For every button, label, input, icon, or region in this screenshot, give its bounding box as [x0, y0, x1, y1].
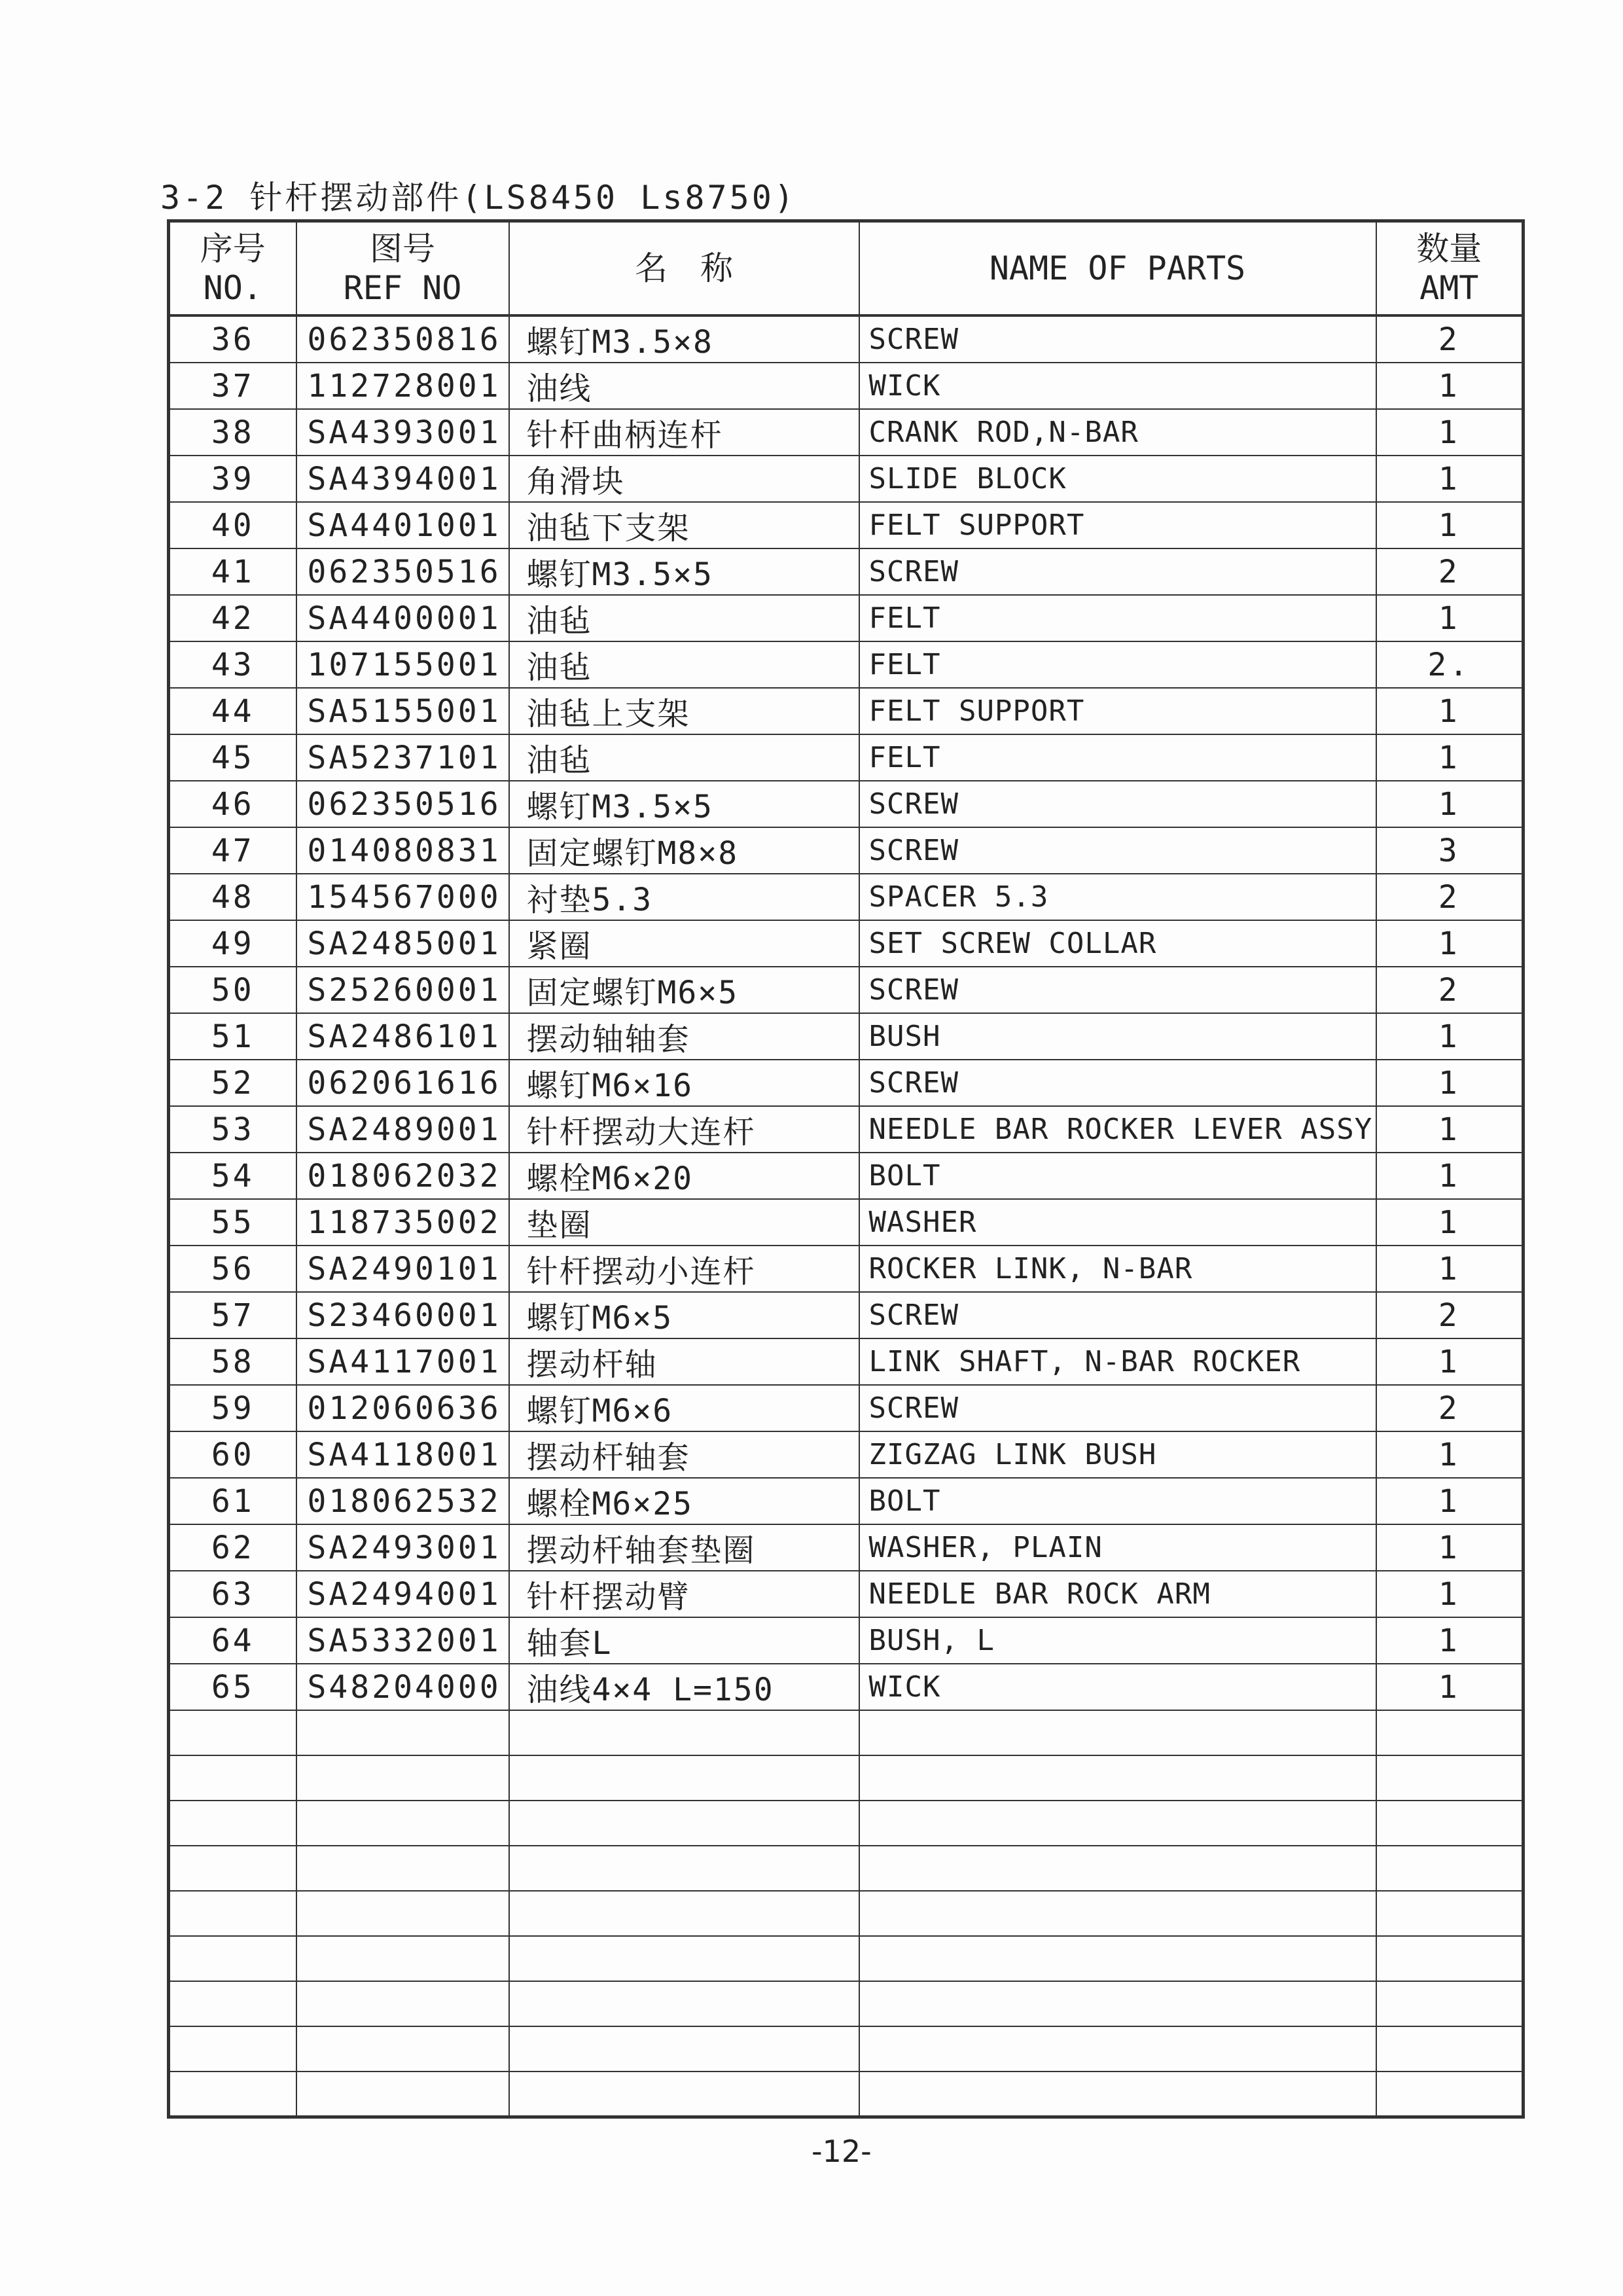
- empty-table-row: [169, 1981, 1524, 2026]
- cell-name-cn: 针杆摆动小连杆: [509, 1246, 859, 1292]
- cell-amt: 1: [1376, 456, 1524, 502]
- cell-amt: 2: [1376, 1385, 1524, 1431]
- table-row: [169, 1571, 1524, 1617]
- table-row: [169, 874, 1524, 920]
- cell-name-cn: 螺栓M6×20: [509, 1153, 859, 1199]
- empty-cell: [859, 1981, 1376, 2026]
- cell-ref-no: 014080831: [296, 827, 509, 874]
- cell-amt: 1: [1376, 409, 1524, 456]
- cell-amt: 1: [1376, 781, 1524, 827]
- header-ref-cn: 图号: [370, 230, 435, 268]
- header-amt-en: AMT: [1419, 269, 1479, 307]
- cell-ref-no: S23460001: [296, 1292, 509, 1338]
- cell-name-cn: 摆动杆轴套: [509, 1431, 859, 1478]
- cell-amt: 1: [1376, 1571, 1524, 1617]
- cell-name-cn: 油毡: [509, 641, 859, 688]
- empty-cell: [296, 1710, 509, 1755]
- cell-amt: 2: [1376, 315, 1524, 363]
- empty-cell: [509, 1801, 859, 1846]
- cell-amt: 1: [1376, 1524, 1524, 1571]
- empty-cell: [859, 2026, 1376, 2072]
- cell-name-en: WICK: [859, 1664, 1376, 1710]
- cell-ref-no: S48204000: [296, 1664, 509, 1710]
- cell-amt: 1: [1376, 595, 1524, 641]
- empty-cell: [1376, 2072, 1524, 2117]
- cell-name-en: SPACER 5.3: [859, 874, 1376, 920]
- cell-name-cn: 垫圈: [509, 1199, 859, 1246]
- empty-cell: [169, 1755, 296, 1801]
- cell-amt: 1: [1376, 1338, 1524, 1385]
- table-row: [169, 1060, 1524, 1106]
- table-row: [169, 920, 1524, 967]
- cell-name-cn: 轴套L: [509, 1617, 859, 1664]
- cell-name-en: NEEDLE BAR ROCK ARM: [859, 1571, 1376, 1617]
- cell-name-cn: 螺钉M3.5×8: [509, 315, 859, 363]
- cell-amt: 2: [1376, 874, 1524, 920]
- cell-name-cn: 油毡下支架: [509, 502, 859, 548]
- cell-no: 57: [169, 1292, 296, 1338]
- cell-ref-no: 154567000: [296, 874, 509, 920]
- cell-no: 62: [169, 1524, 296, 1571]
- cell-amt: 1: [1376, 1664, 1524, 1710]
- table-row: [169, 1524, 1524, 1571]
- empty-table-row: [169, 1936, 1524, 1981]
- table-row: [169, 827, 1524, 874]
- table-row: [169, 688, 1524, 734]
- cell-name-en: SCREW: [859, 315, 1376, 363]
- cell-amt: 1: [1376, 688, 1524, 734]
- cell-name-cn: 螺钉M6×6: [509, 1385, 859, 1431]
- cell-amt: 1: [1376, 502, 1524, 548]
- table-row: [169, 1246, 1524, 1292]
- cell-ref-no: 062350816: [296, 315, 509, 363]
- empty-table-row: [169, 1710, 1524, 1755]
- cell-amt: 1: [1376, 1431, 1524, 1478]
- cell-ref-no: 018062532: [296, 1478, 509, 1524]
- cell-name-cn: 螺钉M6×5: [509, 1292, 859, 1338]
- cell-name-cn: 螺钉M3.5×5: [509, 781, 859, 827]
- cell-name-cn: 摆动轴轴套: [509, 1013, 859, 1060]
- empty-cell: [509, 2072, 859, 2117]
- cell-name-en: SCREW: [859, 1385, 1376, 1431]
- header-name-en: NAME OF PARTS: [859, 221, 1376, 316]
- table-row: [169, 1478, 1524, 1524]
- cell-name-cn: 油线4×4 L=150: [509, 1664, 859, 1710]
- cell-amt: 1: [1376, 1246, 1524, 1292]
- table-row: [169, 1106, 1524, 1153]
- table-row: [169, 781, 1524, 827]
- cell-name-en: WASHER: [859, 1199, 1376, 1246]
- cell-ref-no: 112728001: [296, 363, 509, 409]
- cell-ref-no: SA5155001: [296, 688, 509, 734]
- cell-name-en: CRANK ROD,N-BAR: [859, 409, 1376, 456]
- cell-ref-no: SA5332001: [296, 1617, 509, 1664]
- empty-cell: [1376, 1981, 1524, 2026]
- empty-table-row: [169, 1755, 1524, 1801]
- empty-cell: [859, 1891, 1376, 1936]
- table-row: [169, 641, 1524, 688]
- cell-name-cn: 摆动杆轴套垫圈: [509, 1524, 859, 1571]
- empty-cell: [169, 1846, 296, 1891]
- cell-ref-no: 107155001: [296, 641, 509, 688]
- cell-ref-no: SA2494001: [296, 1571, 509, 1617]
- cell-ref-no: SA2490101: [296, 1246, 509, 1292]
- cell-name-en: SCREW: [859, 548, 1376, 595]
- header-no-cn: 序号: [200, 230, 266, 268]
- table-row: [169, 595, 1524, 641]
- cell-no: 43: [169, 641, 296, 688]
- cell-name-cn: 固定螺钉M8×8: [509, 827, 859, 874]
- cell-amt: 1: [1376, 363, 1524, 409]
- cell-name-en: SLIDE BLOCK: [859, 456, 1376, 502]
- empty-cell: [296, 1846, 509, 1891]
- empty-cell: [296, 1981, 509, 2026]
- cell-ref-no: SA2486101: [296, 1013, 509, 1060]
- empty-cell: [859, 2072, 1376, 2117]
- cell-amt: 1: [1376, 734, 1524, 781]
- cell-ref-no: 062061616: [296, 1060, 509, 1106]
- table-row: [169, 1292, 1524, 1338]
- empty-cell: [169, 2072, 296, 2117]
- empty-table-row: [169, 1891, 1524, 1936]
- empty-cell: [859, 1755, 1376, 1801]
- cell-ref-no: SA4401001: [296, 502, 509, 548]
- cell-amt: 1: [1376, 1106, 1524, 1153]
- cell-amt: 2.: [1376, 641, 1524, 688]
- empty-cell: [1376, 1891, 1524, 1936]
- cell-no: 54: [169, 1153, 296, 1199]
- cell-no: 59: [169, 1385, 296, 1431]
- empty-cell: [296, 1936, 509, 1981]
- cell-ref-no: SA5237101: [296, 734, 509, 781]
- empty-cell: [296, 1891, 509, 1936]
- table-row: [169, 548, 1524, 595]
- empty-cell: [296, 1801, 509, 1846]
- cell-name-cn: 固定螺钉M6×5: [509, 967, 859, 1013]
- cell-name-en: BOLT: [859, 1153, 1376, 1199]
- cell-name-cn: 针杆摆动大连杆: [509, 1106, 859, 1153]
- cell-ref-no: 062350516: [296, 781, 509, 827]
- empty-cell: [1376, 1755, 1524, 1801]
- table-row: [169, 315, 1524, 363]
- cell-amt: 1: [1376, 1060, 1524, 1106]
- cell-amt: 1: [1376, 1153, 1524, 1199]
- cell-name-en: FELT SUPPORT: [859, 688, 1376, 734]
- empty-cell: [509, 1710, 859, 1755]
- cell-ref-no: SA4118001: [296, 1431, 509, 1478]
- cell-name-en: SCREW: [859, 1060, 1376, 1106]
- empty-table-row: [169, 2026, 1524, 2072]
- empty-cell: [1376, 1801, 1524, 1846]
- cell-name-en: FELT: [859, 595, 1376, 641]
- cell-ref-no: 018062032: [296, 1153, 509, 1199]
- cell-amt: 1: [1376, 1199, 1524, 1246]
- empty-cell: [1376, 2026, 1524, 2072]
- cell-amt: 2: [1376, 548, 1524, 595]
- cell-no: 42: [169, 595, 296, 641]
- cell-name-en: SCREW: [859, 781, 1376, 827]
- empty-cell: [169, 1981, 296, 2026]
- cell-no: 61: [169, 1478, 296, 1524]
- cell-name-en: SET SCREW COLLAR: [859, 920, 1376, 967]
- cell-name-en: SCREW: [859, 827, 1376, 874]
- empty-cell: [169, 1891, 296, 1936]
- parts-table-body: [169, 315, 1524, 2117]
- empty-cell: [169, 1801, 296, 1846]
- cell-amt: 2: [1376, 1292, 1524, 1338]
- cell-amt: 1: [1376, 1617, 1524, 1664]
- cell-name-en: NEEDLE BAR ROCKER LEVER ASSY: [859, 1106, 1376, 1153]
- table-row: [169, 1338, 1524, 1385]
- empty-cell: [509, 2026, 859, 2072]
- cell-no: 48: [169, 874, 296, 920]
- cell-no: 60: [169, 1431, 296, 1478]
- cell-ref-no: SA4400001: [296, 595, 509, 641]
- table-row: [169, 967, 1524, 1013]
- cell-ref-no: 118735002: [296, 1199, 509, 1246]
- header-amt-cn: 数量: [1416, 230, 1482, 268]
- cell-name-en: ROCKER LINK, N-BAR: [859, 1246, 1376, 1292]
- table-row: [169, 1153, 1524, 1199]
- cell-no: 39: [169, 456, 296, 502]
- cell-name-en: BUSH, L: [859, 1617, 1376, 1664]
- page-number: -12-: [812, 2134, 872, 2169]
- table-row: [169, 409, 1524, 456]
- cell-ref-no: SA2489001: [296, 1106, 509, 1153]
- header-ref-en: REF NO: [343, 269, 462, 307]
- table-row: [169, 1617, 1524, 1664]
- cell-name-en: FELT SUPPORT: [859, 502, 1376, 548]
- cell-name-cn: 衬垫5.3: [509, 874, 859, 920]
- cell-no: 63: [169, 1571, 296, 1617]
- cell-name-cn: 针杆曲柄连杆: [509, 409, 859, 456]
- cell-no: 58: [169, 1338, 296, 1385]
- cell-name-en: SCREW: [859, 1292, 1376, 1338]
- cell-no: 50: [169, 967, 296, 1013]
- empty-cell: [509, 1846, 859, 1891]
- cell-no: 65: [169, 1664, 296, 1710]
- cell-ref-no: S25260001: [296, 967, 509, 1013]
- cell-amt: 1: [1376, 920, 1524, 967]
- cell-ref-no: SA4117001: [296, 1338, 509, 1385]
- cell-name-cn: 螺栓M6×25: [509, 1478, 859, 1524]
- header-amt: [1376, 221, 1524, 316]
- cell-ref-no: SA4393001: [296, 409, 509, 456]
- empty-cell: [509, 1891, 859, 1936]
- cell-name-cn: 油线: [509, 363, 859, 409]
- header-no-en: NO.: [203, 269, 262, 307]
- cell-name-en: ZIGZAG LINK BUSH: [859, 1431, 1376, 1478]
- parts-table: [167, 219, 1525, 2119]
- header-name-cn: 名 称: [509, 221, 859, 316]
- cell-no: 38: [169, 409, 296, 456]
- cell-name-cn: 针杆摆动臂: [509, 1571, 859, 1617]
- cell-no: 36: [169, 315, 296, 363]
- cell-no: 37: [169, 363, 296, 409]
- header-ref: [296, 221, 509, 316]
- empty-cell: [509, 1755, 859, 1801]
- table-row: [169, 1199, 1524, 1246]
- table-row: [169, 1013, 1524, 1060]
- cell-no: 52: [169, 1060, 296, 1106]
- empty-cell: [169, 1710, 296, 1755]
- table-header-row: [169, 221, 1524, 316]
- cell-ref-no: SA2485001: [296, 920, 509, 967]
- cell-amt: 3: [1376, 827, 1524, 874]
- cell-no: 40: [169, 502, 296, 548]
- cell-no: 47: [169, 827, 296, 874]
- cell-no: 53: [169, 1106, 296, 1153]
- empty-cell: [859, 1846, 1376, 1891]
- cell-amt: 1: [1376, 1478, 1524, 1524]
- cell-amt: 2: [1376, 967, 1524, 1013]
- cell-no: 41: [169, 548, 296, 595]
- cell-no: 55: [169, 1199, 296, 1246]
- header-no: [169, 221, 296, 316]
- table-row: [169, 1431, 1524, 1478]
- cell-name-en: FELT: [859, 641, 1376, 688]
- cell-name-en: BUSH: [859, 1013, 1376, 1060]
- empty-cell: [169, 1936, 296, 1981]
- empty-cell: [296, 1755, 509, 1801]
- empty-table-row: [169, 1801, 1524, 1846]
- table-row: [169, 1664, 1524, 1710]
- empty-cell: [1376, 1846, 1524, 1891]
- cell-name-cn: 紧圈: [509, 920, 859, 967]
- cell-ref-no: 012060636: [296, 1385, 509, 1431]
- cell-no: 45: [169, 734, 296, 781]
- empty-cell: [509, 1981, 859, 2026]
- cell-name-cn: 角滑块: [509, 456, 859, 502]
- cell-ref-no: SA2493001: [296, 1524, 509, 1571]
- empty-cell: [859, 1801, 1376, 1846]
- table-row: [169, 456, 1524, 502]
- cell-name-en: LINK SHAFT, N-BAR ROCKER: [859, 1338, 1376, 1385]
- cell-name-en: FELT: [859, 734, 1376, 781]
- cell-ref-no: 062350516: [296, 548, 509, 595]
- empty-cell: [1376, 1710, 1524, 1755]
- table-row: [169, 502, 1524, 548]
- empty-cell: [296, 2072, 509, 2117]
- cell-name-en: WICK: [859, 363, 1376, 409]
- cell-name-en: WASHER, PLAIN: [859, 1524, 1376, 1571]
- cell-amt: 1: [1376, 1013, 1524, 1060]
- table-row: [169, 363, 1524, 409]
- cell-name-cn: 油毡: [509, 734, 859, 781]
- cell-name-cn: 油毡: [509, 595, 859, 641]
- page-title: 3-2 针杆摆动部件(LS8450 Ls8750): [160, 179, 796, 217]
- cell-name-cn: 摆动杆轴: [509, 1338, 859, 1385]
- cell-no: 64: [169, 1617, 296, 1664]
- cell-name-en: SCREW: [859, 967, 1376, 1013]
- cell-name-cn: 油毡上支架: [509, 688, 859, 734]
- empty-cell: [296, 2026, 509, 2072]
- table-row: [169, 1385, 1524, 1431]
- cell-ref-no: SA4394001: [296, 456, 509, 502]
- empty-cell: [509, 1936, 859, 1981]
- cell-no: 56: [169, 1246, 296, 1292]
- empty-cell: [1376, 1936, 1524, 1981]
- empty-table-row: [169, 1846, 1524, 1891]
- cell-no: 46: [169, 781, 296, 827]
- cell-no: 49: [169, 920, 296, 967]
- empty-cell: [859, 1936, 1376, 1981]
- cell-no: 51: [169, 1013, 296, 1060]
- cell-no: 44: [169, 688, 296, 734]
- empty-cell: [859, 1710, 1376, 1755]
- cell-name-cn: 螺钉M3.5×5: [509, 548, 859, 595]
- empty-table-row: [169, 2072, 1524, 2117]
- table-row: [169, 734, 1524, 781]
- cell-name-cn: 螺钉M6×16: [509, 1060, 859, 1106]
- empty-cell: [169, 2026, 296, 2072]
- cell-name-en: BOLT: [859, 1478, 1376, 1524]
